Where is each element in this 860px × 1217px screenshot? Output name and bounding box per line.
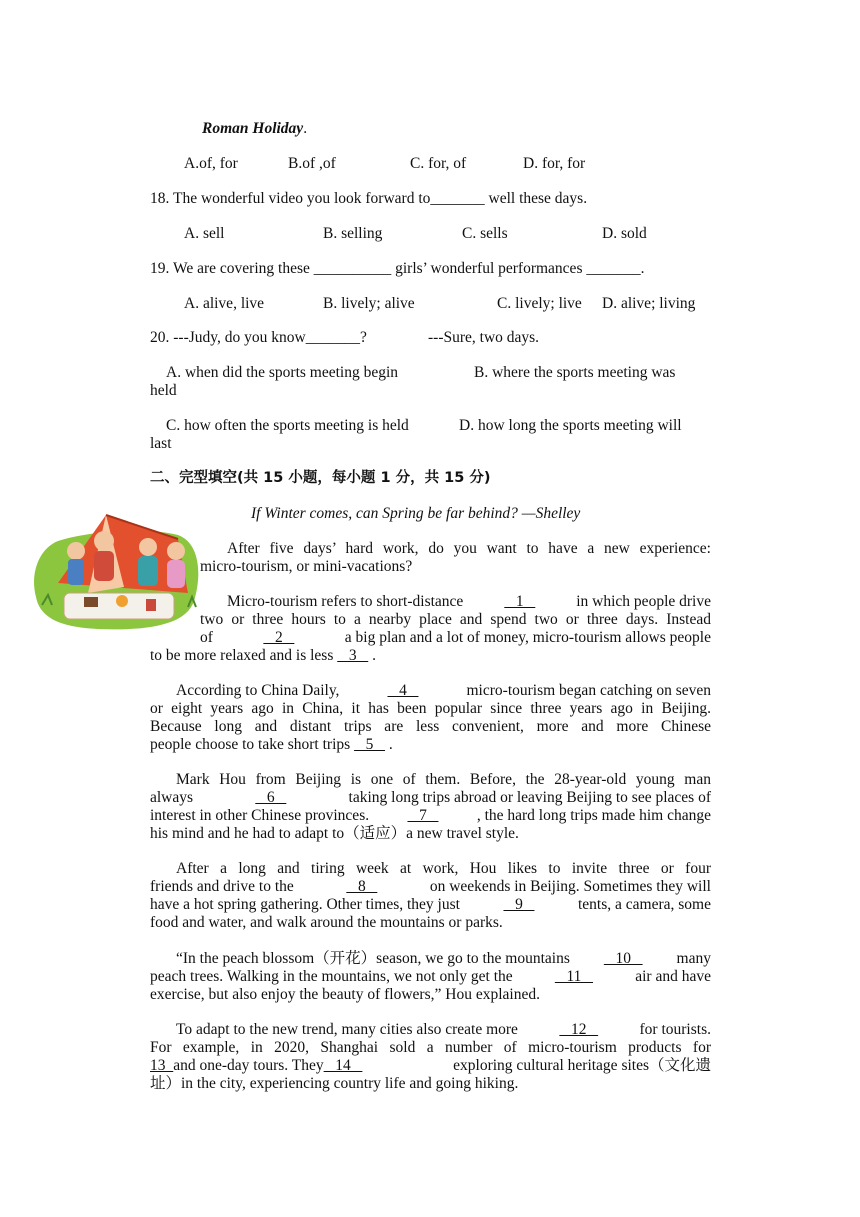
blank-2: 2 [263,629,295,646]
q19-stem-b: girls’ wonderful performances [391,260,587,277]
p6-text-b: many [676,950,711,967]
q19-blank-1: __________ [313,260,392,277]
p4-line-3 [150,807,711,825]
p6-line-2 [150,968,711,986]
p3-text-a: According to China Daily, [176,682,340,699]
p5-line-2 [150,878,711,896]
blank-7: 7 [407,807,439,824]
q20-blank: _______ [305,329,360,346]
p2-line-1 [227,593,711,611]
p2-text-a: Micro-tourism refers to short-distance [227,593,464,610]
p7-line-4: 址）in the city, experiencing country life and going hiking. [150,1075,519,1092]
q17-option-d: D. for, for [523,155,586,172]
q20-option-b-tail: held [150,382,177,399]
blank-5: 5 [354,736,386,753]
q20-option-c: C. how often the sports meeting is held [166,417,409,434]
q18-stem-a: 18. The wonderful video you look forward to [150,190,431,207]
p2-line-3 [200,629,711,647]
q18-blank: _______ [430,190,485,207]
section-heading: 二、完型填空(共 15 小题，每小题 1 分，共 15 分) [150,470,491,486]
p3-text-c: people choose to take short trips [150,736,355,753]
q18-stem [150,190,587,208]
blank-4: 4 [387,682,419,699]
q19-option-d: D. alive; living [602,295,696,312]
q17-period: . [303,120,308,137]
p5-text-b: on weekends in Beijing. Sometimes they will [429,878,711,895]
p5-text-c: have a hot spring gathering. Other times, they just [150,896,460,913]
p4-text-b: taking long trips abroad or leaving Beijing to see places of [348,789,711,806]
p3-text-d: . [385,736,393,753]
p3-line-1 [176,682,711,700]
q19-stem [150,260,644,278]
p6-text-a: “In the peach blossom（开花）season, we go to the mountains [176,950,570,967]
p7-line-1 [176,1021,711,1039]
p2-text-e: to be more relaxed and is less [150,647,338,664]
p3-line-3: Because long and distant trips are less convenient, more and more Chinese [150,718,711,735]
p7-line-3 [150,1057,711,1075]
p4-line-4: his mind and he had to adapt to（适应）a new travel style. [150,825,519,842]
blank-1: 1 [504,593,536,610]
p7-text-d: exploring cultural heritage sites（文化遗 [453,1057,711,1074]
q19-blank-2: _______ [586,260,641,277]
blank-8: 8 [346,878,378,895]
p4-text-a: always [150,789,194,806]
q19-stem-a: 19. We are covering these [150,260,314,277]
blank-6: 6 [255,789,287,806]
p5-line-4: food and water, and walk around the mountains or parks. [150,914,503,931]
q18-stem-b: well these days. [484,190,588,207]
p7-line-3-start [150,1057,362,1075]
blank-14: 14 [323,1057,363,1074]
q19-option-b: B. lively; alive [323,295,415,312]
blank-11: 11 [554,968,594,985]
q18-option-b: B. selling [323,225,383,242]
blank-10: 10 [603,950,643,967]
p2-text-f: . [368,647,376,664]
p2-text-b: in which people drive [576,593,711,610]
q20-stem [150,329,367,347]
p2-line-4 [150,647,376,665]
p4-line-1: Mark Hou from Beijing is one of them. Before, the 28-year-old young man [176,771,711,788]
blank-9: 9 [503,896,535,913]
q18-option-a: A. sell [184,225,225,242]
p7-text-b: for tourists. [639,1021,711,1038]
q17-option-c: C. for, of [410,155,467,172]
p2-text-d: a big plan and a lot of money, micro-tourism allows people [344,629,711,646]
p5-text-d: tents, a camera, some [578,896,711,913]
q20-option-d: D. how long the sports meeting will [459,417,682,434]
camping-picnic-icon [28,505,200,633]
q19-stem-c: . [640,260,645,277]
q17-option-a: A.of, for [184,155,238,172]
p6-line-1 [176,950,711,968]
p7-text-a: To adapt to the new trend, many cities also create more [176,1021,518,1038]
q20-option-d-tail: last [150,435,172,452]
q17-title-line [202,120,307,138]
q18-option-c: C. sells [462,225,508,242]
p3-line-4 [150,736,393,754]
q20-stem-a: 20. ---Judy, do you know [150,329,306,346]
blank-3: 3 [337,647,369,664]
p6-text-d: air and have [635,968,711,985]
p1-line-1: After five days’ hard work, do you want to have a new experience: [227,540,711,557]
blank-12: 12 [559,1021,599,1038]
q18-option-d: D. sold [602,225,647,242]
film-title: Roman Holiday [202,120,304,137]
q19-option-a: A. alive, live [184,295,265,312]
p5-line-1: After a long and tiring week at work, Hou likes to invite three or four [176,860,711,877]
p3-line-2: or eight years ago in China, it has been popular since three years ago in Beijing. [150,700,711,717]
p2-line-2: two or three hours to a nearby place and spend two or three days. Instead [200,611,711,628]
q20-option-b: B. where the sports meeting was [474,364,676,381]
blank-13: 13 [150,1057,166,1074]
p6-text-c: peach trees. Walking in the mountains, we not only get the [150,968,513,985]
q20-option-a: A. when did the sports meeting begin [166,364,399,381]
p7-text-c: and one-day tours. They [173,1057,324,1074]
p7-line-2: For example, in 2020, Shanghai sold a number of micro-tourism products for [150,1039,711,1056]
p2-text-c: of [200,629,213,646]
p6-line-3: exercise, but also enjoy the beauty of flowers,” Hou explained. [150,986,540,1003]
p3-text-b: micro-tourism began catching on seven [466,682,711,699]
p4-text-d: , the hard long trips made him change [476,807,711,824]
epigraph-quote: If Winter comes, can Spring be far behind? —Shelley [251,505,581,522]
q20-stem-b: ? [359,329,367,346]
q19-option-c: C. lively; live [497,295,582,312]
q20-answer: ---Sure, two days. [428,329,540,346]
p4-text-c: interest in other Chinese provinces. [150,807,370,824]
p5-text-a: friends and drive to the [150,878,294,895]
p4-line-2 [150,789,711,807]
p5-line-3 [150,896,711,914]
p1-line-2: micro-tourism, or mini-vacations? [200,558,413,575]
camping-picnic-illustration [28,505,200,633]
q17-option-b: B.of ,of [288,155,336,172]
